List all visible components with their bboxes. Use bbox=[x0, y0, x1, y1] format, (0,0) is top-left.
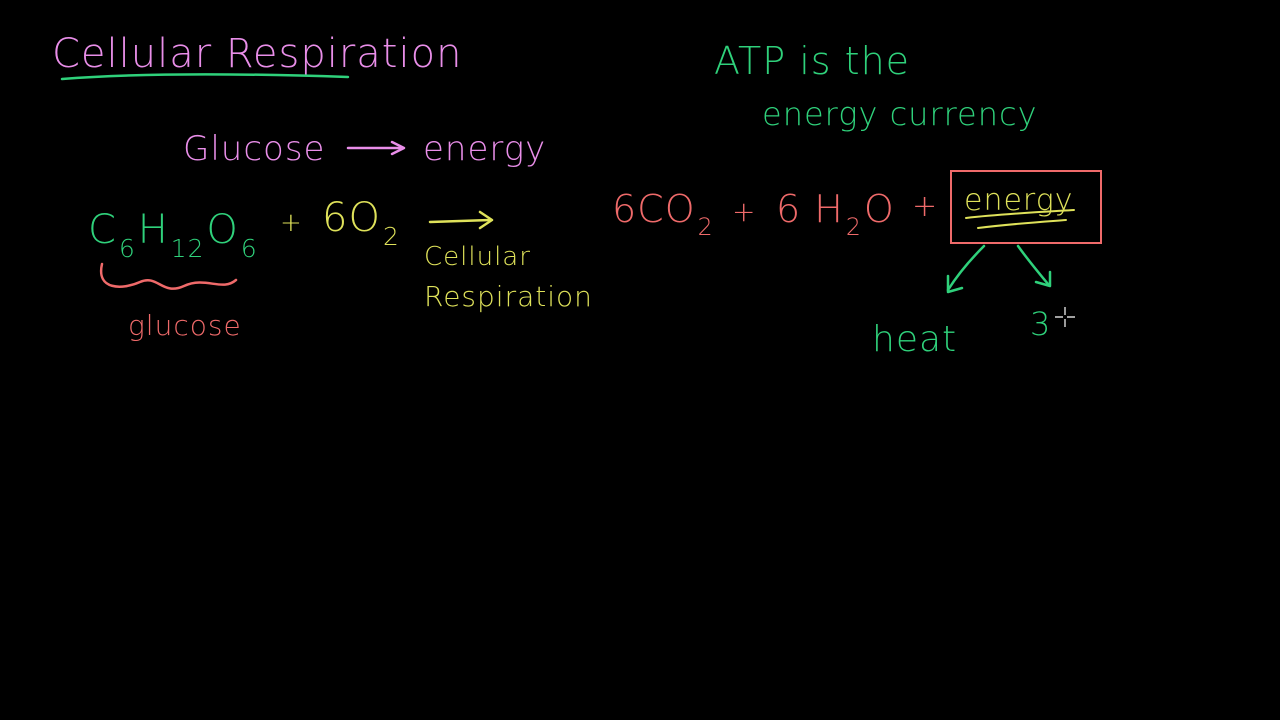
hydrogen: H bbox=[137, 207, 169, 253]
oxygen-molecule-subscript: 2 bbox=[382, 221, 400, 251]
h2o-oxygen: O bbox=[863, 187, 895, 231]
glucose-word: Glucose bbox=[183, 129, 326, 169]
carbon: C bbox=[88, 207, 117, 253]
atp-line-2: energy currency bbox=[762, 95, 1038, 133]
carbon-subscript: 6 bbox=[118, 233, 136, 263]
plus-sign-products-2: + bbox=[912, 189, 939, 224]
plus-sign-reactants: + bbox=[280, 208, 303, 238]
oxygen-subscript: 6 bbox=[240, 233, 258, 263]
glucose-energy-arrow bbox=[348, 142, 404, 154]
heat-branch-arrow bbox=[948, 246, 984, 292]
heat-label: heat bbox=[872, 319, 958, 360]
title: Cellular Respiration bbox=[52, 31, 463, 77]
co2-subscript: 2 bbox=[697, 212, 714, 241]
glucose-brace bbox=[101, 264, 236, 289]
hydrogen-subscript: 12 bbox=[170, 233, 205, 263]
co2-coefficient: 6CO bbox=[612, 187, 696, 231]
energy-word: energy bbox=[423, 129, 547, 169]
reaction-arrow bbox=[430, 212, 492, 228]
oxygen-coefficient: 6O bbox=[322, 195, 381, 241]
atp-line-1: ATP is the bbox=[714, 39, 911, 83]
arrow-label-line-1: Cellular bbox=[424, 242, 531, 272]
h2o-coefficient: 6 H bbox=[776, 187, 844, 231]
atp-branch-arrow bbox=[1018, 246, 1050, 286]
glucose-label: glucose bbox=[128, 309, 242, 342]
title-underline bbox=[62, 74, 348, 79]
partial-number: 3 bbox=[1030, 305, 1052, 343]
crosshair-cursor-icon bbox=[1054, 306, 1076, 328]
plus-sign-products-1: + bbox=[732, 195, 757, 228]
oxygen: O bbox=[206, 207, 239, 253]
arrow-label-line-2: Respiration bbox=[424, 280, 593, 313]
energy-boxed-word: energy bbox=[964, 183, 1074, 218]
h2o-subscript: 2 bbox=[845, 212, 862, 241]
energy-underline bbox=[966, 210, 1074, 218]
